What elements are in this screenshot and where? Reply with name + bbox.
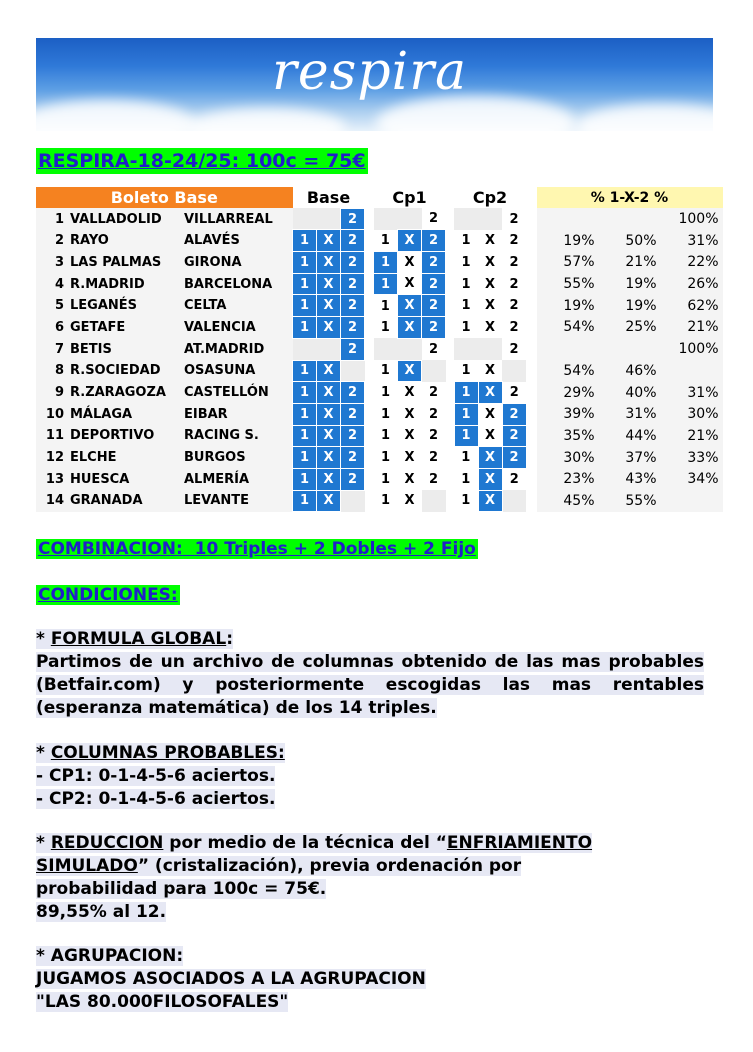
spacer xyxy=(446,317,455,339)
cp1-sign-cell xyxy=(398,338,422,360)
spacer xyxy=(365,295,374,317)
base-sign-cell: 1 xyxy=(293,403,317,425)
away-team: ALMERÍA xyxy=(184,468,293,490)
condiciones-label: CONDICIONES: xyxy=(38,585,178,605)
spacer xyxy=(365,317,374,339)
cp2-line: - CP2: 0-1-4-5-6 aciertos. xyxy=(36,789,276,809)
home-team: R.SOCIEDAD xyxy=(68,360,184,382)
base-sign-cell: X xyxy=(317,403,341,425)
table-row xyxy=(36,360,723,382)
percent-2: 26% xyxy=(661,273,723,295)
base-sign-cell: X xyxy=(317,468,341,490)
cp1-sign-cell: X xyxy=(398,425,422,447)
cp2-sign-cell: 2 xyxy=(502,295,526,317)
base-sign-cell: 2 xyxy=(341,252,365,274)
combinacion-label: COMBINACION: 10 Triples + 2 Dobles + 2 Fijo xyxy=(38,539,476,559)
percent-2: 22% xyxy=(661,252,723,274)
percent-x: 46% xyxy=(599,360,661,382)
away-team: VALENCIA xyxy=(184,317,293,339)
match-number: 5 xyxy=(36,295,68,317)
formula-heading: FORMULA GLOBAL xyxy=(50,629,227,649)
cp2-sign-cell: 1 xyxy=(454,252,478,274)
table-row xyxy=(36,403,723,425)
home-team: ELCHE xyxy=(68,447,184,469)
cp2-column-header: Cp2 xyxy=(472,188,508,208)
columnas-section: * COLUMNAS PROBABLES: - CP1: 0-1-4-5-6 aciertos. - CP2: 0-1-4-5-6 aciertos. xyxy=(36,743,285,809)
percent-x: 31% xyxy=(599,403,661,425)
cloud-shape xyxy=(36,100,196,131)
spacer xyxy=(365,382,374,404)
spacer xyxy=(526,360,537,382)
spacer xyxy=(526,382,537,404)
percent-2: 31% xyxy=(661,382,723,404)
cp1-sign-cell: X xyxy=(398,252,422,274)
boleto-table xyxy=(36,187,723,512)
base-sign-cell: X xyxy=(317,295,341,317)
percent-1: 54% xyxy=(537,317,599,339)
spacer xyxy=(365,208,374,230)
spacer xyxy=(365,403,374,425)
percent-1: 55% xyxy=(537,273,599,295)
cp2-sign-cell: 1 xyxy=(454,382,478,404)
percent-1: 35% xyxy=(537,425,599,447)
away-team: ALAVÉS xyxy=(184,230,293,252)
base-sign-cell: X xyxy=(317,317,341,339)
cp2-sign-cell: X xyxy=(478,360,502,382)
match-number: 6 xyxy=(36,317,68,339)
cp2-sign-cell: 2 xyxy=(502,468,526,490)
columnas-heading: COLUMNAS PROBABLES: xyxy=(50,743,285,763)
percent-2: 100% xyxy=(661,208,723,230)
base-sign-cell xyxy=(293,338,317,360)
percent-x: 25% xyxy=(599,317,661,339)
home-team: LEGANÉS xyxy=(68,295,184,317)
base-sign-cell: 1 xyxy=(293,317,317,339)
spacer xyxy=(446,273,455,295)
spacer xyxy=(446,382,455,404)
percent-2: 100% xyxy=(661,338,723,360)
spacer xyxy=(446,447,455,469)
cp2-sign-cell: 2 xyxy=(502,230,526,252)
table-row xyxy=(36,317,723,339)
cp1-column-header: Cp1 xyxy=(392,188,427,208)
cp1-sign-cell: 2 xyxy=(422,230,446,252)
cp1-sign-cell xyxy=(374,338,398,360)
cp1-sign-cell: X xyxy=(398,295,422,317)
percent-2: 30% xyxy=(661,403,723,425)
combinacion-section xyxy=(36,538,478,561)
cp1-sign-cell: 2 xyxy=(422,447,446,469)
cp2-sign-cell xyxy=(502,360,526,382)
home-team: GRANADA xyxy=(68,490,184,512)
cloud-shape xyxy=(576,104,713,131)
spacer xyxy=(526,317,537,339)
reduccion-heading: REDUCCION xyxy=(50,833,164,853)
base-sign-cell: 1 xyxy=(293,425,317,447)
base-sign-cell: X xyxy=(317,447,341,469)
base-sign-cell: 1 xyxy=(293,252,317,274)
percent-1: 54% xyxy=(537,360,599,382)
table-row xyxy=(36,295,723,317)
table-header-row xyxy=(36,187,723,208)
cp1-sign-cell: 1 xyxy=(374,317,398,339)
home-team: R.ZARAGOZA xyxy=(68,382,184,404)
percent-1: 29% xyxy=(537,382,599,404)
cp2-sign-cell: 1 xyxy=(454,403,478,425)
base-sign-cell xyxy=(341,360,365,382)
cp2-sign-cell: X xyxy=(478,425,502,447)
percent-x: 43% xyxy=(599,468,661,490)
cloud-shape xyxy=(186,108,346,131)
home-team: LAS PALMAS xyxy=(68,252,184,274)
spacer xyxy=(526,230,537,252)
base-sign-cell: 2 xyxy=(341,447,365,469)
match-number: 4 xyxy=(36,273,68,295)
spacer xyxy=(365,447,374,469)
cp1-sign-cell: 1 xyxy=(374,468,398,490)
percent-x: 40% xyxy=(599,382,661,404)
table-row xyxy=(36,447,723,469)
cp1-sign-cell: 2 xyxy=(422,425,446,447)
spacer xyxy=(446,230,455,252)
home-team: DEPORTIVO xyxy=(68,425,184,447)
base-sign-cell: 1 xyxy=(293,360,317,382)
cp1-sign-cell: 1 xyxy=(374,360,398,382)
base-sign-cell: 2 xyxy=(341,338,365,360)
cp1-sign-cell: X xyxy=(398,490,422,512)
formula-section: * FORMULA GLOBAL: Partimos de un archivo de columnas obtenido de las mas probables (Betfair.com) y posteriormente escogidas las mas rentables (esperanza matemática) de los 14 triples. xyxy=(36,629,704,718)
base-sign-cell: 2 xyxy=(341,273,365,295)
spacer xyxy=(446,208,455,230)
base-sign-cell: 2 xyxy=(341,317,365,339)
cp1-sign-cell: X xyxy=(398,273,422,295)
cp2-sign-cell: 1 xyxy=(454,273,478,295)
cp1-sign-cell: 1 xyxy=(374,295,398,317)
spacer xyxy=(446,338,455,360)
spacer xyxy=(365,490,374,512)
table-row xyxy=(36,468,723,490)
percent-2: 21% xyxy=(661,425,723,447)
cp1-sign-cell: 2 xyxy=(422,273,446,295)
spacer xyxy=(526,295,537,317)
spacer xyxy=(365,360,374,382)
spacer xyxy=(446,425,455,447)
spacer xyxy=(365,338,374,360)
match-number: 7 xyxy=(36,338,68,360)
spacer xyxy=(446,295,455,317)
match-number: 10 xyxy=(36,403,68,425)
percent-1: 19% xyxy=(537,230,599,252)
cp2-sign-cell xyxy=(478,208,502,230)
cp2-sign-cell: X xyxy=(478,382,502,404)
away-team: BARCELONA xyxy=(184,273,293,295)
cp1-sign-cell: 2 xyxy=(422,295,446,317)
page-title: RESPIRA-18-24/25: 100c = 75€ xyxy=(38,150,366,172)
cp1-sign-cell: X xyxy=(398,230,422,252)
cp2-sign-cell: 1 xyxy=(454,295,478,317)
away-team: CASTELLÓN xyxy=(184,382,293,404)
spacer xyxy=(526,252,537,274)
table-row xyxy=(36,382,723,404)
percent-2 xyxy=(661,490,723,512)
percent-x: 19% xyxy=(599,273,661,295)
base-sign-cell: 1 xyxy=(293,468,317,490)
cp2-sign-cell: 2 xyxy=(502,403,526,425)
home-team: RAYO xyxy=(68,230,184,252)
cp2-sign-cell: 1 xyxy=(454,360,478,382)
match-number: 11 xyxy=(36,425,68,447)
spacer xyxy=(526,403,537,425)
cp1-sign-cell: 2 xyxy=(422,252,446,274)
table-row xyxy=(36,425,723,447)
base-sign-cell: 2 xyxy=(341,382,365,404)
percent-2: 31% xyxy=(661,230,723,252)
base-sign-cell: 1 xyxy=(293,490,317,512)
spacer xyxy=(526,208,537,230)
cp1-sign-cell: 1 xyxy=(374,273,398,295)
base-sign-cell: 1 xyxy=(293,295,317,317)
base-sign-cell: X xyxy=(317,360,341,382)
cp2-sign-cell: 2 xyxy=(502,425,526,447)
base-sign-cell xyxy=(317,338,341,360)
away-team: RACING S. xyxy=(184,425,293,447)
percent-2: 62% xyxy=(661,295,723,317)
match-number: 14 xyxy=(36,490,68,512)
percent-x xyxy=(599,338,661,360)
home-team: VALLADOLID xyxy=(68,208,184,230)
percent-1: 23% xyxy=(537,468,599,490)
cp2-sign-cell: 2 xyxy=(502,317,526,339)
cp1-sign-cell: 2 xyxy=(422,468,446,490)
base-sign-cell xyxy=(293,208,317,230)
spacer xyxy=(446,252,455,274)
home-team: MÁLAGA xyxy=(68,403,184,425)
respira-logo: respira xyxy=(272,42,468,102)
condiciones-section xyxy=(36,584,180,607)
away-team: VILLARREAL xyxy=(184,208,293,230)
percent-x: 21% xyxy=(599,252,661,274)
cp1-sign-cell xyxy=(422,490,446,512)
base-sign-cell: 2 xyxy=(341,468,365,490)
match-number: 1 xyxy=(36,208,68,230)
away-team: AT.MADRID xyxy=(184,338,293,360)
cp2-sign-cell: X xyxy=(478,273,502,295)
percent-1 xyxy=(537,208,599,230)
spacer xyxy=(526,468,537,490)
percent-1: 45% xyxy=(537,490,599,512)
cp2-sign-cell: 2 xyxy=(502,382,526,404)
cp1-sign-cell: 2 xyxy=(422,403,446,425)
table-row xyxy=(36,490,723,512)
cp1-sign-cell: X xyxy=(398,403,422,425)
base-column-header: Base xyxy=(306,187,351,207)
cp1-sign-cell: 1 xyxy=(374,382,398,404)
base-sign-cell: 1 xyxy=(293,273,317,295)
cp2-sign-cell: X xyxy=(478,230,502,252)
base-sign-cell: 1 xyxy=(293,382,317,404)
percent-x: 55% xyxy=(599,490,661,512)
cp1-sign-cell: 1 xyxy=(374,490,398,512)
percent-1: 57% xyxy=(537,252,599,274)
cp2-sign-cell: 1 xyxy=(454,447,478,469)
base-sign-cell: 2 xyxy=(341,230,365,252)
cp2-sign-cell: X xyxy=(478,490,502,512)
cp2-sign-cell: 2 xyxy=(502,338,526,360)
percent-x: 37% xyxy=(599,447,661,469)
spacer xyxy=(526,425,537,447)
table-row xyxy=(36,230,723,252)
base-sign-cell: X xyxy=(317,252,341,274)
cp1-sign-cell: X xyxy=(398,360,422,382)
spacer xyxy=(365,230,374,252)
formula-text: Partimos de un archivo de columnas obtenido de las mas probables (Betfair.com) y posteriormente escogidas las mas rentables (esperanza matemática) de los 14 triples. xyxy=(36,652,704,718)
cp2-sign-cell: 1 xyxy=(454,490,478,512)
cp1-sign-cell: 2 xyxy=(422,317,446,339)
percent-x: 44% xyxy=(599,425,661,447)
cp2-sign-cell: 2 xyxy=(502,273,526,295)
cp2-sign-cell xyxy=(454,208,478,230)
home-team: BETIS xyxy=(68,338,184,360)
percent-x: 50% xyxy=(599,230,661,252)
percent-2: 21% xyxy=(661,317,723,339)
agrupacion-section: * AGRUPACION: JUGAMOS ASOCIADOS A LA AGRUPACION "LAS 80.000FILOSOFALES" xyxy=(36,946,426,1012)
header-banner xyxy=(36,38,713,131)
cp1-sign-cell: 1 xyxy=(374,252,398,274)
match-number: 13 xyxy=(36,468,68,490)
spacer xyxy=(526,273,537,295)
base-sign-cell: X xyxy=(317,230,341,252)
match-number: 3 xyxy=(36,252,68,274)
table-row xyxy=(36,252,723,274)
away-team: OSASUNA xyxy=(184,360,293,382)
spacer xyxy=(446,403,455,425)
match-number: 12 xyxy=(36,447,68,469)
spacer xyxy=(365,468,374,490)
away-team: LEVANTE xyxy=(184,490,293,512)
away-team: BURGOS xyxy=(184,447,293,469)
cp1-sign-cell: X xyxy=(398,382,422,404)
table-row xyxy=(36,273,723,295)
cp2-sign-cell: X xyxy=(478,252,502,274)
cp1-sign-cell: 1 xyxy=(374,230,398,252)
base-sign-cell: X xyxy=(317,273,341,295)
match-number: 9 xyxy=(36,382,68,404)
percent-2 xyxy=(661,360,723,382)
cp2-sign-cell: 1 xyxy=(454,317,478,339)
spacer xyxy=(526,447,537,469)
base-sign-cell: 2 xyxy=(341,425,365,447)
agrupacion-heading: * AGRUPACION: xyxy=(36,946,184,966)
cp2-sign-cell: 1 xyxy=(454,468,478,490)
match-number: 2 xyxy=(36,230,68,252)
away-team: EIBAR xyxy=(184,403,293,425)
spacer xyxy=(365,273,374,295)
cp2-sign-cell: 1 xyxy=(454,230,478,252)
base-sign-cell: 2 xyxy=(341,403,365,425)
cp1-sign-cell xyxy=(422,360,446,382)
spacer xyxy=(446,360,455,382)
percent-2: 34% xyxy=(661,468,723,490)
cp1-sign-cell: 2 xyxy=(422,382,446,404)
cp1-sign-cell xyxy=(374,208,398,230)
reduccion-section: * REDUCCION por medio de la técnica del “ENFRIAMIENTO SIMULADO” (cristalización), previa ordenación por probabilidad para 100c = 75€. 89,55% al 12. xyxy=(36,833,593,922)
home-team: GETAFE xyxy=(68,317,184,339)
percent-header: % 1-X-2 % xyxy=(537,187,723,208)
match-number: 8 xyxy=(36,360,68,382)
home-team: R.MADRID xyxy=(68,273,184,295)
base-sign-cell xyxy=(317,208,341,230)
home-team: HUESCA xyxy=(68,468,184,490)
base-sign-cell: 2 xyxy=(341,295,365,317)
cp1-sign-cell xyxy=(398,208,422,230)
cp1-sign-cell: X xyxy=(398,468,422,490)
boleto-base-header: Boleto Base xyxy=(36,187,293,208)
spacer xyxy=(526,338,537,360)
percent-1: 39% xyxy=(537,403,599,425)
cp2-sign-cell: X xyxy=(478,468,502,490)
base-sign-cell: 2 xyxy=(341,208,365,230)
cp2-sign-cell: X xyxy=(478,295,502,317)
away-team: CELTA xyxy=(184,295,293,317)
spacer xyxy=(365,252,374,274)
cp2-sign-cell: X xyxy=(478,317,502,339)
cp2-sign-cell xyxy=(478,338,502,360)
spacer xyxy=(526,490,537,512)
cp1-sign-cell: X xyxy=(398,447,422,469)
cp2-sign-cell: 2 xyxy=(502,252,526,274)
percent-2: 33% xyxy=(661,447,723,469)
cp1-sign-cell: X xyxy=(398,317,422,339)
cp2-sign-cell: 2 xyxy=(502,447,526,469)
percent-1 xyxy=(537,338,599,360)
base-sign-cell: X xyxy=(317,490,341,512)
table-row xyxy=(36,208,723,230)
away-team: GIRONA xyxy=(184,252,293,274)
spacer xyxy=(446,468,455,490)
table-row xyxy=(36,338,723,360)
percent-x: 19% xyxy=(599,295,661,317)
spacer xyxy=(446,490,455,512)
cp2-sign-cell: X xyxy=(478,403,502,425)
cp1-sign-cell: 1 xyxy=(374,403,398,425)
cp2-sign-cell xyxy=(502,490,526,512)
cp1-sign-cell: 1 xyxy=(374,425,398,447)
percent-1: 19% xyxy=(537,295,599,317)
cp2-sign-cell: X xyxy=(478,447,502,469)
spacer xyxy=(365,425,374,447)
cp2-sign-cell: 1 xyxy=(454,425,478,447)
percent-1: 30% xyxy=(537,447,599,469)
base-sign-cell: 1 xyxy=(293,447,317,469)
base-sign-cell xyxy=(341,490,365,512)
base-sign-cell: 1 xyxy=(293,230,317,252)
percent-x xyxy=(599,208,661,230)
cp1-sign-cell: 2 xyxy=(422,338,446,360)
cp1-sign-cell: 1 xyxy=(374,447,398,469)
cp2-sign-cell: 2 xyxy=(502,208,526,230)
base-sign-cell: X xyxy=(317,425,341,447)
cp2-sign-cell xyxy=(454,338,478,360)
cp1-line: - CP1: 0-1-4-5-6 aciertos. xyxy=(36,766,276,786)
base-sign-cell: X xyxy=(317,382,341,404)
cp1-sign-cell: 2 xyxy=(422,208,446,230)
